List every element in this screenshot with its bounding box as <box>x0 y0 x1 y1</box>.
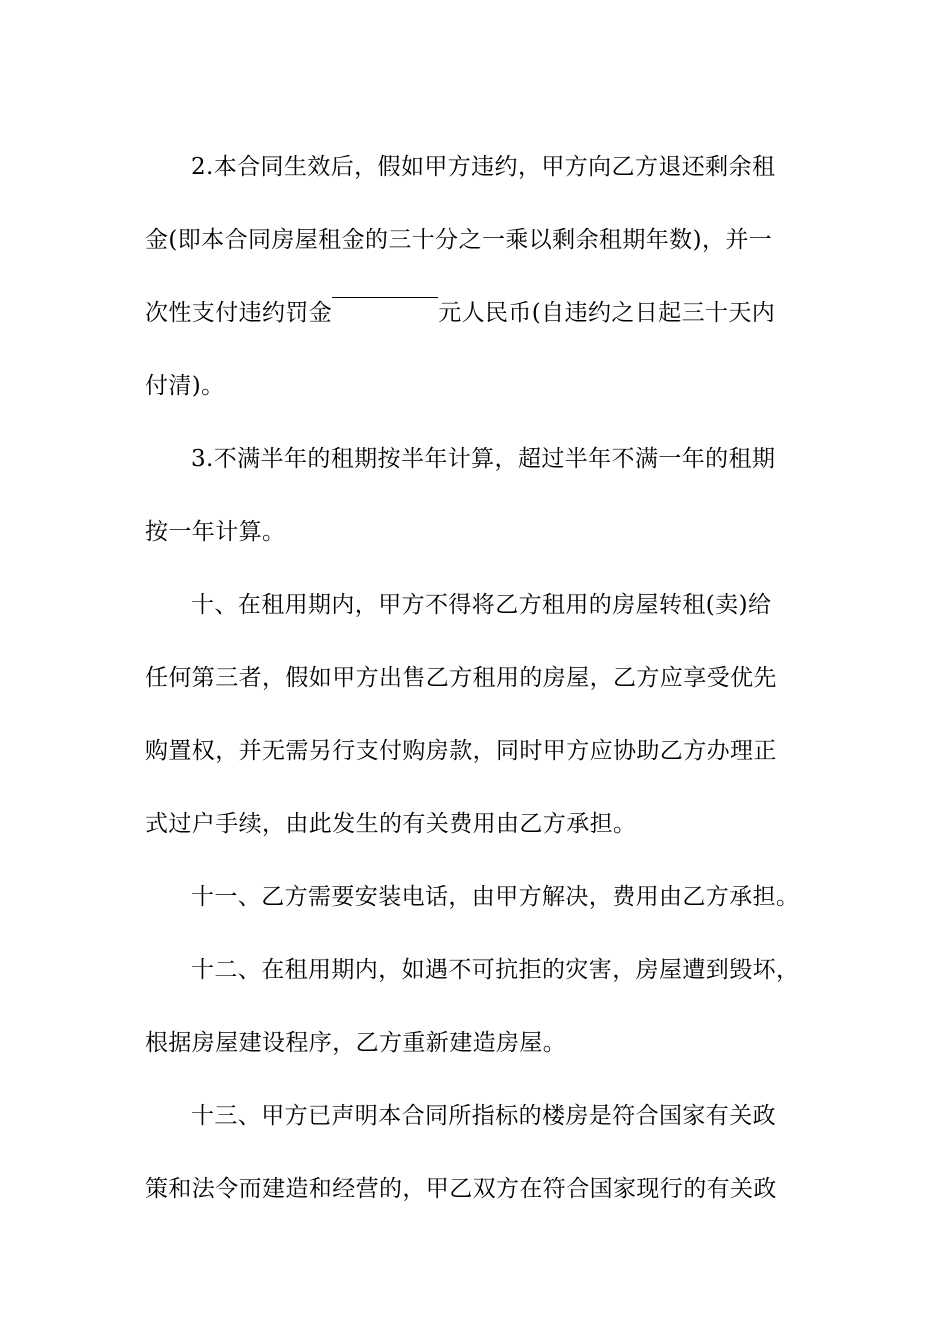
penalty-amount-blank <box>332 277 438 298</box>
text-line: 十一、乙方需要安装电话，由甲方解决，费用由乙方承担。 <box>191 884 800 910</box>
text-segment: 次性支付违约罚金 <box>145 300 333 326</box>
text-line: 策和法令而建造和经营的，甲乙双方在符合国家现行的有关政 <box>145 1176 777 1202</box>
text-line <box>145 277 807 350</box>
text-line: 十三、甲方已声明本合同所指标的楼房是符合国家有关政 <box>191 1103 776 1129</box>
paragraph-article-12 <box>145 934 807 1080</box>
document-body <box>145 131 807 1226</box>
text-segment: 元人民币(自违约之日起三十天内 <box>438 300 776 326</box>
text-line: 金(即本合同房屋租金的三十分之一乘以剩余租期年数)，并一 <box>145 227 773 253</box>
text-line: 根据房屋建设程序，乙方重新建造房屋。 <box>145 1030 567 1056</box>
text-line: 购置权，并无需另行支付购房款，同时甲方应协助乙方办理正 <box>145 738 777 764</box>
text-line: 式过户手续，由此发生的有关费用由乙方承担。 <box>145 811 637 837</box>
paragraph-article-11 <box>145 861 807 934</box>
text-line: 任何第三者，假如甲方出售乙方租用的房屋，乙方应享受优先 <box>145 665 777 691</box>
text-line: 十、在租用期内，甲方不得将乙方租用的房屋转租(卖)给 <box>191 592 772 618</box>
text-line: 3.不满半年的租期按半年计算，超过半年不满一年的租期 <box>191 446 776 472</box>
text-line: 2.本合同生效后，假如甲方违约，甲方向乙方退还剩余租 <box>191 154 776 180</box>
text-line: 按一年计算。 <box>145 519 286 545</box>
paragraph-article-13 <box>145 1080 807 1226</box>
text-line: 付清)。 <box>145 373 225 399</box>
paragraph-article-10 <box>145 569 807 861</box>
paragraph-clause-3 <box>145 423 807 569</box>
text-line: 十二、在租用期内，如遇不可抗拒的灾害，房屋遭到毁坏， <box>191 957 800 983</box>
paragraph-clause-2 <box>145 131 807 423</box>
